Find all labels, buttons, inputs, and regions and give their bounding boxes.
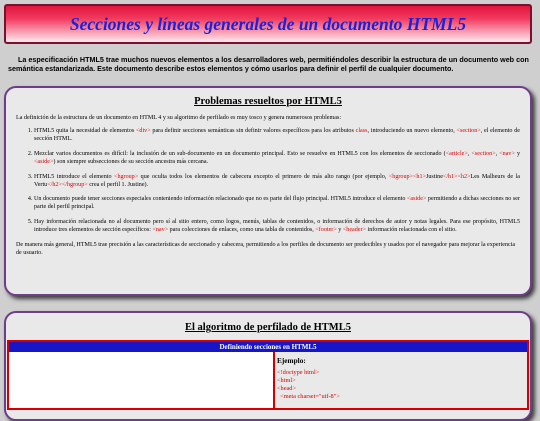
problem-item: 1. HTML5 quita la necesidad de elementos <div> para definir secciones semánticas sin definir valores específicos para los atributos class, introduciendo un nuevo elemento, <section>, el elemento de sección HTML. (34, 128, 520, 144)
intro-paragraph: La especificación HTML5 trae muchos nuevos elementos a los desarrolladores web, permitiéndoles describir la estructura de un documento web con semántica estandarizada. Este documento describe estos elementos y cómo usarlos para definir el perfil de cualquier documento. (8, 55, 529, 73)
problem-item: 3. HTML5 introduce el elemento <hgroup> que oculta todos los elementos de cabecera excepto el primero de más alto rango (por ejemplo, <hgroup><h1>Justine</h1><h2>Les Malheurs de la Vertu</h2></hgroup> crea el perfil 1. Justine). (34, 174, 520, 190)
tag-code: <hgroup><h1> (388, 173, 426, 180)
problem-item: 5. Hay información relacionada no al documento pero sí al sitio entero, como logos, menús, tablas de contenidos, o información de derechos de autor y notas legales. Para ese propósito, HTML5 introduce tres elementos de sección específicos: <nav> para colecciones de enlaces, como una tabla de contenidos, <footer> y <header> información relacionada con el sitio. (34, 219, 520, 235)
tag-code: <section> (471, 150, 496, 157)
code-line: <!doctype html> (277, 369, 320, 377)
problems-list (16, 128, 520, 235)
tag-code: <nav> (152, 227, 169, 234)
page-title: Secciones y líneas generales de un documento HTML5 (69, 13, 467, 34)
tag-code: <section> (456, 127, 481, 134)
box-title: Definiendo secciones en HTML5 (9, 342, 527, 352)
problems-body (16, 115, 520, 258)
problems-panel (4, 86, 532, 296)
tag-code: <div> (135, 127, 151, 134)
tag-code: <header> (342, 227, 366, 234)
example-preview-area (9, 352, 275, 408)
code-line: <html> (277, 377, 296, 385)
example-code-column (277, 356, 523, 402)
tag-code: class (355, 127, 368, 134)
tag-code: </h2></hgroup> (47, 181, 88, 188)
algorithm-heading: El algoritmo de perfilado de HTML5 (185, 322, 351, 333)
example-label: Ejemplo: (277, 356, 306, 365)
tag-code: <footer> (315, 227, 337, 234)
problems-heading: Problemas resueltos por HTML5 (194, 96, 342, 107)
tag-code: </h1><h2> (442, 173, 471, 180)
tag-code: <article> (445, 150, 468, 157)
code-line: <meta charset="utf-8"> (277, 393, 340, 401)
problem-item: 2. Mezclar varios documentos es difícil: la inclusión de un sub-documento en un documento principal. Esto se resuelve en HTML5 con los elementos de seccionado (<article>, <section>, <nav> y <aside>) son siempre subsecciones de su sección ancestra más cercana. (34, 151, 520, 167)
problems-lead: La definición de la estructura de un documento en HTML 4 y su algoritmo de perfilado es muy tosco y genera numerosos problemas: (16, 115, 342, 121)
problem-item: 4. Un documento puede tener secciones especiales conteniendo información relacionado que no es parte del flujo principal. HTML5 introduce el elemento <aside> permitiendo a dichas secciones no ser parte del perfil principal. (34, 196, 520, 212)
page-header (4, 4, 532, 44)
tag-code: <aside> (34, 158, 54, 165)
tag-code: <aside> (406, 196, 427, 203)
problems-outro: De manera más general, HTML5 trae precisión a las características de seccionado y cabecera, permitiendo a los perfiles de documento ser predecibles y usados por el navegador para mejorar la experiencia de usuario. (16, 242, 516, 257)
sections-example-box (7, 340, 529, 410)
tag-code: <nav> (499, 150, 515, 157)
tag-code: <hgroup> (114, 173, 139, 180)
code-line: <head> (277, 385, 296, 393)
